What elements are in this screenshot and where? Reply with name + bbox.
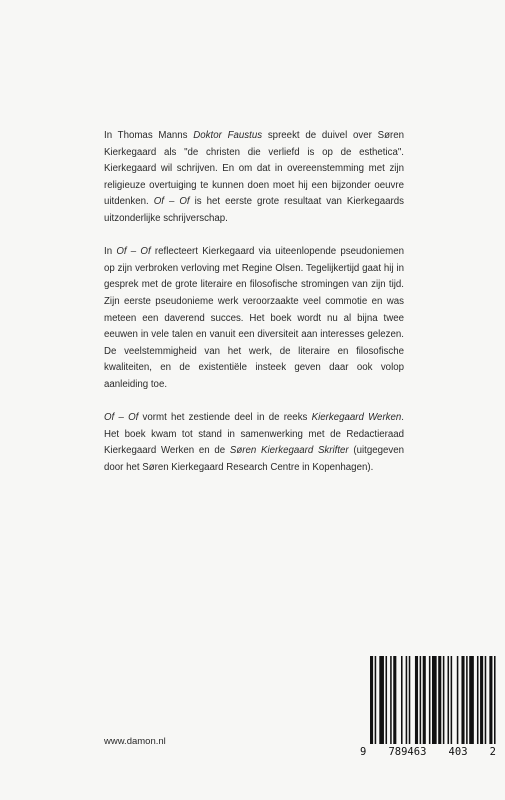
barcode-bar <box>448 656 450 744</box>
barcode-bar <box>370 656 373 744</box>
barcode-bar <box>432 656 437 744</box>
barcode-bar <box>379 656 384 744</box>
text-run-italic: Of – Of <box>153 196 190 208</box>
barcode-bar <box>438 656 441 744</box>
barcode-bar <box>485 656 487 744</box>
barcode-bar <box>469 656 474 744</box>
barcode-bars <box>360 656 496 744</box>
publisher-url[interactable]: www.damon.nl <box>104 736 166 747</box>
barcode-bar <box>386 656 388 744</box>
barcode-bar <box>443 656 445 744</box>
text-run: In <box>104 246 117 258</box>
barcode-bar <box>466 656 468 744</box>
barcode-bar <box>390 656 392 744</box>
text-run: spreekt de duivel over Søren Kierkegaard als "de christen die verliefd is op de esthetica". Kierkegaard wil schrijven. En om dat in overeenstemming met zijn religieuze overtuiging te kunnen doen moet hij een bijzonder oeuvre uitdenken. <box>104 130 404 208</box>
isbn-barcode <box>360 656 496 758</box>
barcode-digit-lead: 9 <box>360 746 367 758</box>
barcode-bar <box>489 656 492 744</box>
text-run: (uitgegeven door het Søren Kierkegaard Research Centre in Kopenhagen). <box>104 445 404 473</box>
barcode-bar <box>415 656 418 744</box>
text-run: reflecteert Kierkegaard via uiteenlopende pseudoniemen op zijn verbroken verloving met Regine Olsen. Tegelijkertijd gaat hij in gesprek met de grote literaire en filosofische stromingen van zijn tijd. Zijn eerste pseudonieme werk veroorzaakte veel commotie en was meteen een daverend succes. Het boek wordt nu al bijna twee eeuwen in vele talen en vanuit een diversiteit aan interesses gelezen. De veelstemmigheid van het werk, de literaire en filosofische kwaliteiten, en de existentiële insteek geven daar ook volop aanleiding toe. <box>104 246 404 390</box>
paragraph-content <box>104 244 404 393</box>
text-run-italic: Of – Of <box>104 412 139 424</box>
barcode-digit-check: 2 <box>489 746 496 758</box>
text-run-italic: Of – Of <box>116 246 151 258</box>
barcode-bar <box>409 656 411 744</box>
barcode-bar <box>393 656 396 744</box>
barcode-bar <box>480 656 483 744</box>
barcode-bar <box>420 656 422 744</box>
barcode-bar <box>451 656 453 744</box>
barcode-bar <box>494 656 496 744</box>
barcode-digits-left: 789463 <box>388 746 427 758</box>
barcode-bar <box>375 656 377 744</box>
text-run-italic: Kierkegaard Werken <box>311 412 402 424</box>
text-run-italic: Søren Kierkegaard Skrifter <box>229 445 349 457</box>
text-run: is het eerste grote resultaat van Kierkegaards uitzonderlijke schrijverschap. <box>104 196 404 224</box>
text-run-italic: Doktor Faustus <box>193 130 263 141</box>
back-cover-text <box>104 128 404 493</box>
barcode-digits-right: 403 <box>448 746 468 758</box>
barcode-digits <box>360 746 496 758</box>
barcode-bar <box>477 656 479 744</box>
text-run: vormt het zestiende deel in de reeks <box>138 412 312 424</box>
barcode-bar <box>406 656 408 744</box>
paragraph-series <box>104 410 404 476</box>
text-run: In Thomas Manns <box>104 130 194 141</box>
barcode-bar <box>461 656 464 744</box>
barcode-bar <box>423 656 426 744</box>
barcode-bar <box>457 656 459 744</box>
text-run: . Het boek kwam tot stand in samenwerking met de Redactieraad Kierkegaard Werken en de <box>104 412 404 457</box>
paragraph-intro <box>104 128 404 228</box>
barcode-bar <box>401 656 403 744</box>
barcode-bar <box>429 656 431 744</box>
